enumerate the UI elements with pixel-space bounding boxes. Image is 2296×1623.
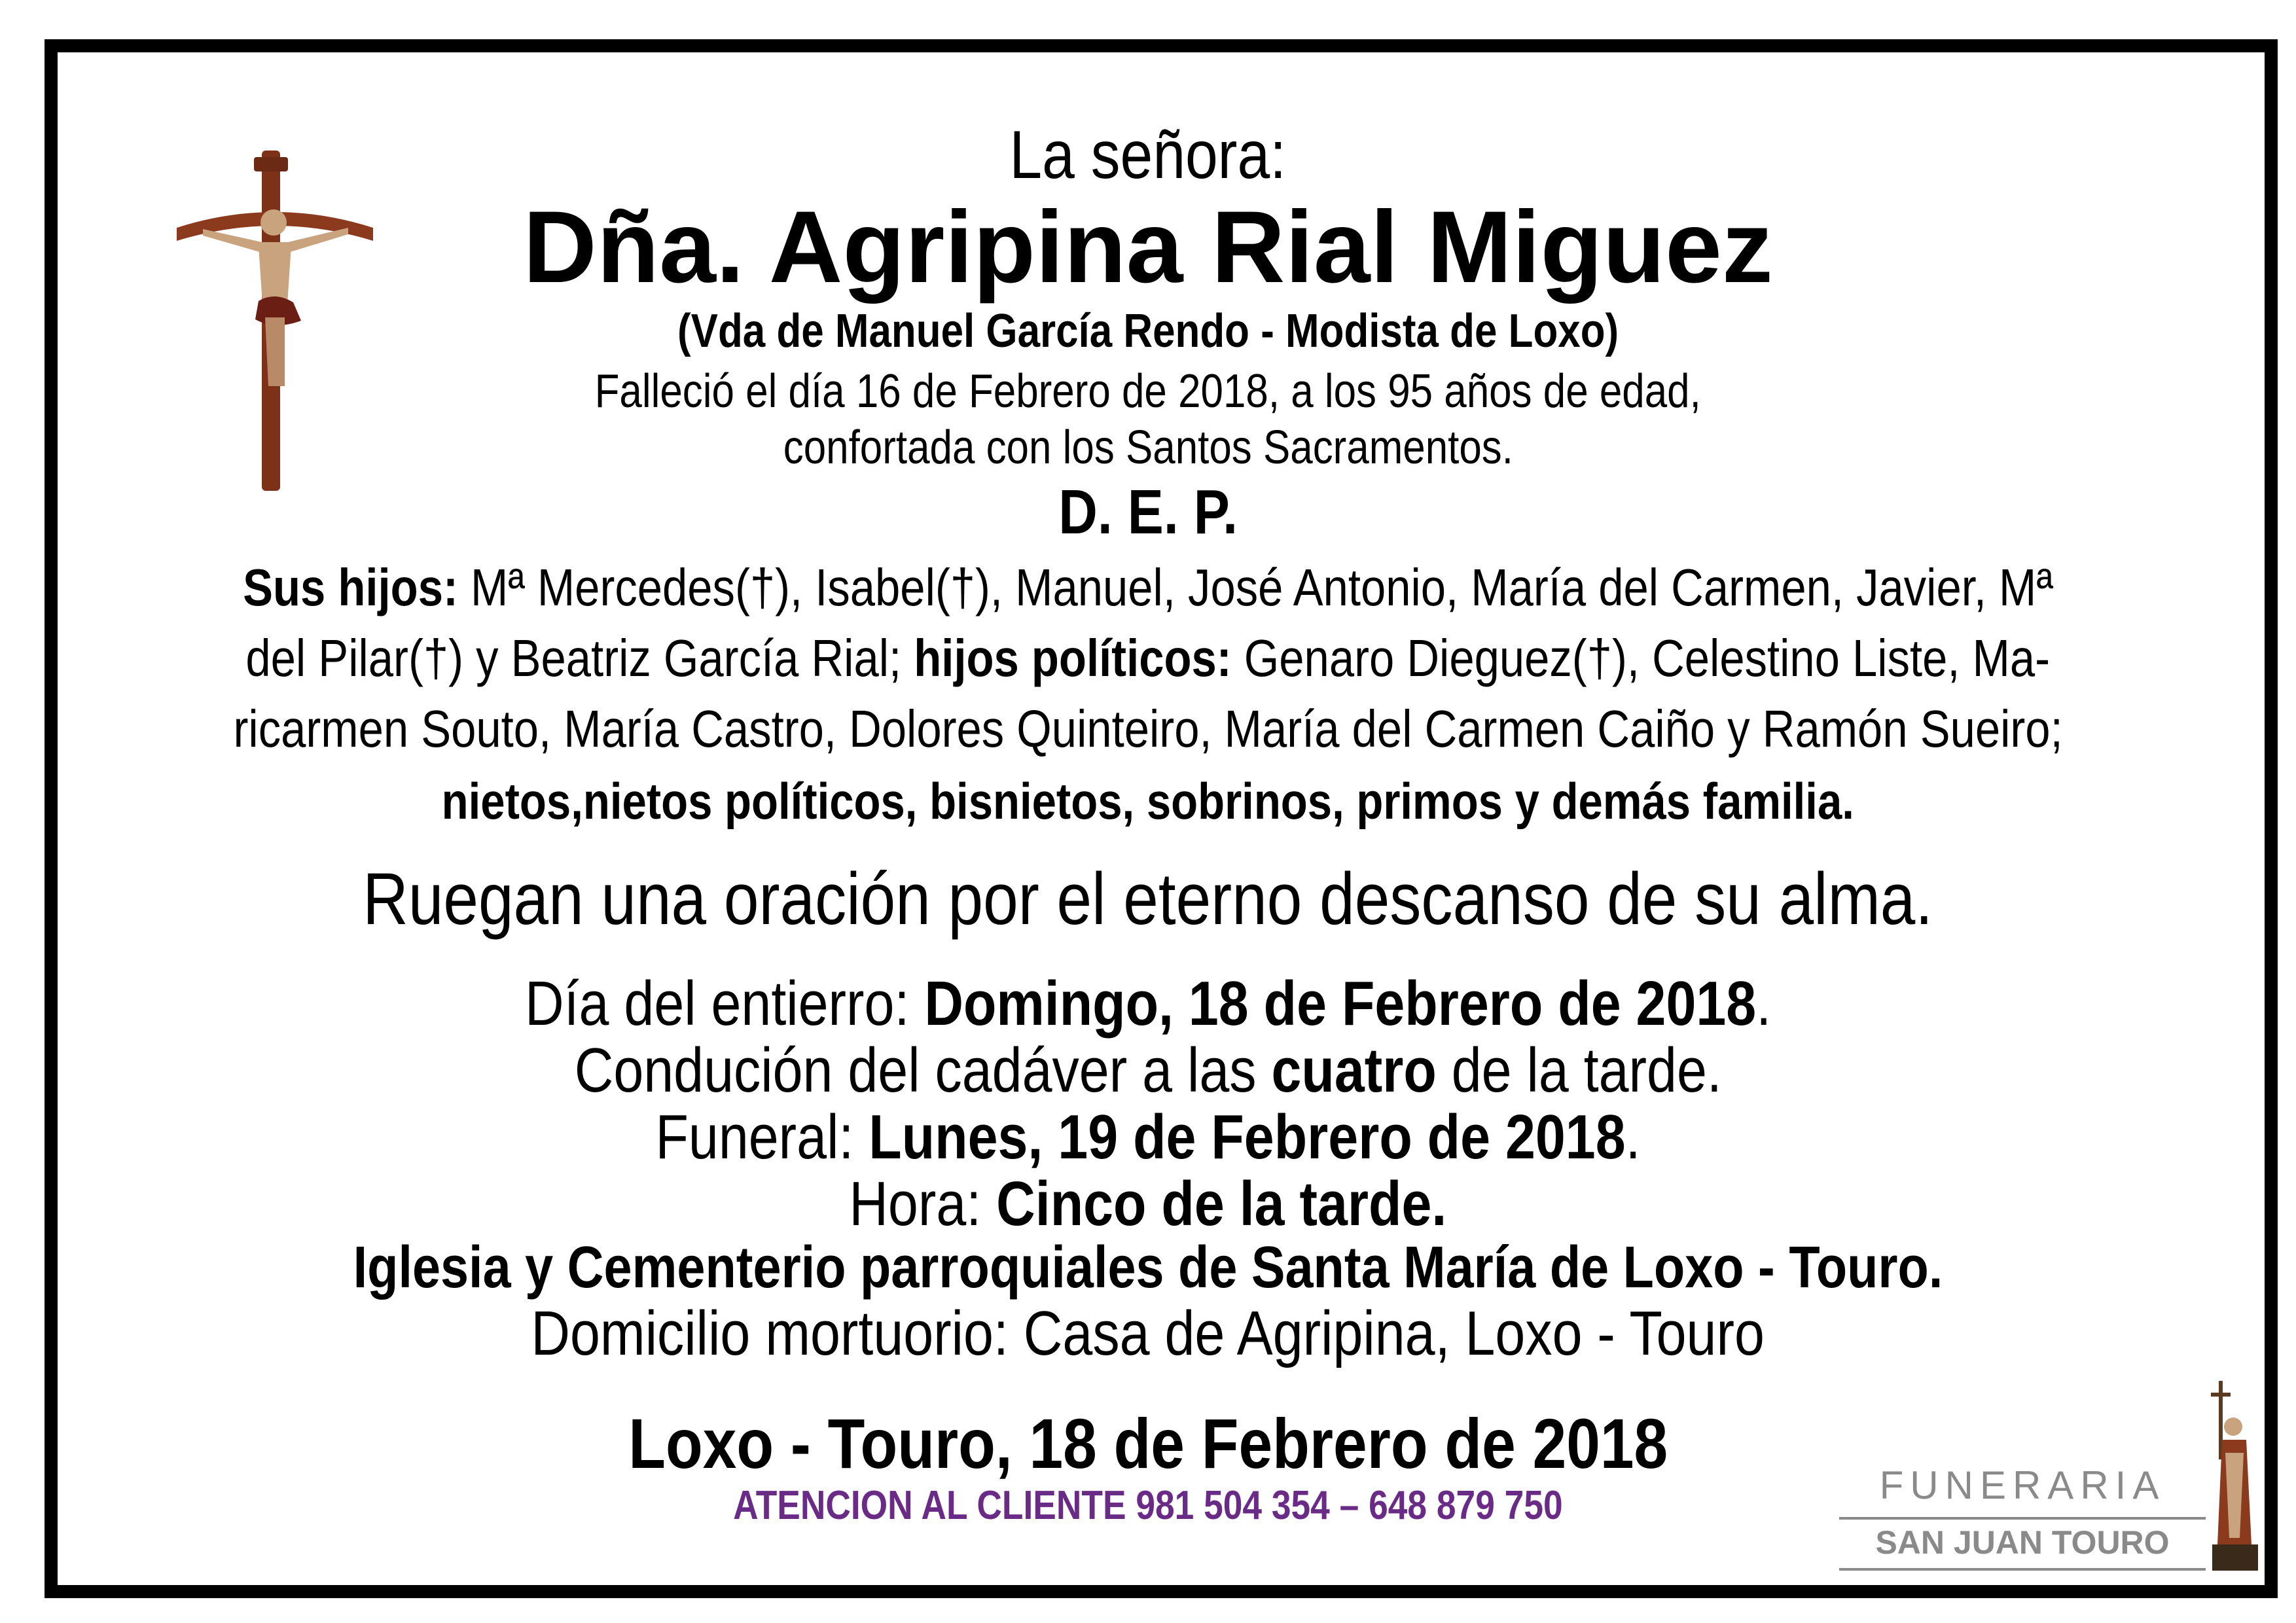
deceased-name: Dña. Agripina Rial Miguez: [523, 190, 1773, 304]
logo-line-2: SAN JUAN TOURO: [1875, 1524, 2170, 1561]
family-line-1: [0, 558, 2296, 616]
prayer-line: Ruegan una oración por el eterno descanso de su alma.: [363, 858, 1933, 940]
hour-value: Cinco de la tarde.: [996, 1169, 1447, 1239]
death-line-2: confortada con los Santos Sacramentos.: [783, 421, 1513, 474]
contact-line: ATENCION AL CLIENTE 981 504 354 – 648 879 750: [733, 1483, 1563, 1528]
hour-line: Hora: Cinco de la tarde.: [849, 1169, 1447, 1239]
conduction-time: cuatro: [1271, 1035, 1437, 1105]
hijos-text-1: Mª Mercedes(†), Isabel(†), Manuel, José Antonio, María del Carmen, Javier, Mª: [457, 558, 2053, 616]
place-date: Loxo - Touro, 18 de Febrero de 2018: [628, 1404, 1668, 1483]
dep-label: D. E. P.: [1058, 477, 1238, 547]
death-line-1: Falleció el día 16 de Febrero de 2018, a los 95 años de edad,: [594, 365, 1702, 418]
deceased-subtitle: (Vda de Manuel García Rendo - Modista de Loxo): [677, 305, 1619, 357]
funeral-home-logo: [1839, 1381, 2265, 1577]
conduction-line: Condución del cadáver a las cuatro de la tarde.: [574, 1035, 1722, 1105]
family-line-2: [0, 629, 2296, 687]
logo-divider: [1839, 1517, 2206, 1520]
family-rest: nietos,nietos políticos, bisnietos, sobrinos, primos y demás familia.: [441, 772, 1855, 830]
home-line: Domicilio mortuorio: Casa de Agripina, Loxo - Touro: [531, 1298, 1765, 1368]
politicos-label: hijos políticos:: [914, 629, 1232, 687]
funeral-line: Funeral: Lunes, 19 de Febrero de 2018.: [655, 1102, 1641, 1172]
logo-underline: [1839, 1568, 2206, 1571]
hijos-text-2: del Pilar(†) y Beatriz García Rial;: [245, 629, 914, 687]
family-line-3: ricarmen Souto, María Castro, Dolores Quinteiro, María del Carmen Caiño y Ramón Sueiro;: [233, 700, 2063, 758]
hijos-label: Sus hijos:: [243, 558, 458, 616]
intro-label: La señora:: [1009, 117, 1287, 193]
politicos-text-1: Genaro Dieguez(†), Celestino Liste, Ma-: [1231, 629, 2051, 687]
burial-line: Día del entierro: Domingo, 18 de Febrero de 2018.: [524, 969, 1772, 1039]
saint-figure-icon: [2193, 1381, 2265, 1577]
burial-date: Domingo, 18 de Febrero de 2018: [924, 969, 1757, 1039]
logo-line-1: FUNERARIA: [1879, 1463, 2166, 1507]
church-line: Iglesia y Cementerio parroquiales de Santa María de Loxo - Touro.: [353, 1235, 1943, 1300]
funeral-date: Lunes, 19 de Febrero de 2018: [869, 1102, 1626, 1172]
